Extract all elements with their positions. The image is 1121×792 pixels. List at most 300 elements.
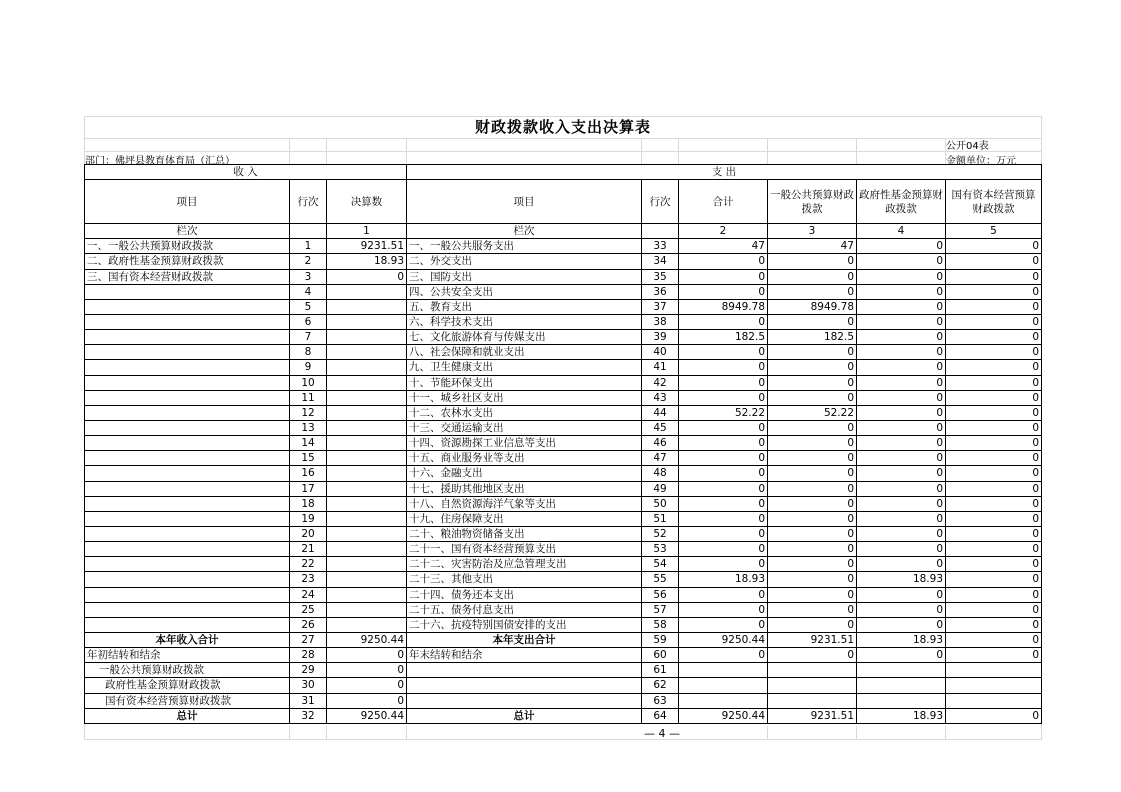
expense-line-cell: 38: [642, 314, 679, 329]
income-amount-cell: [327, 542, 407, 557]
income-line-cell: 11: [290, 390, 327, 405]
gov-fund-cell: 0: [857, 511, 946, 526]
expense-line-cell: 33: [642, 239, 679, 254]
table-row: [85, 602, 1042, 617]
expense-line-cell: 34: [642, 254, 679, 269]
general-budget-header: 一般公共预算财政拨款: [768, 180, 857, 224]
table-row: [85, 330, 1042, 345]
col-number-4: 4: [857, 224, 946, 239]
state-capital-cell: 0: [946, 284, 1042, 299]
state-capital-cell: 0: [946, 405, 1042, 420]
general-budget-cell: 182.5: [768, 330, 857, 345]
expense-total-cell: 0: [679, 542, 768, 557]
general-budget-cell: 0: [768, 314, 857, 329]
table-row: [85, 511, 1042, 526]
general-budget-cell: 9231.51: [768, 632, 857, 647]
income-amount-cell: [327, 314, 407, 329]
expense-item-cell: 二十二、灾害防治及应急管理支出: [407, 557, 642, 572]
general-budget-cell: 0: [768, 420, 857, 435]
income-line-cell: 4: [290, 284, 327, 299]
expense-item-cell: 总计: [407, 708, 642, 723]
general-budget-cell: 0: [768, 557, 857, 572]
gov-fund-cell: 18.93: [857, 632, 946, 647]
expense-item-cell: 十一、城乡社区支出: [407, 390, 642, 405]
state-capital-cell: 0: [946, 557, 1042, 572]
income-amount-cell: 0: [327, 693, 407, 708]
gov-fund-cell: 0: [857, 360, 946, 375]
expense-item-cell: [407, 678, 642, 693]
column-number-row: [85, 224, 1042, 239]
state-capital-cell: 0: [946, 254, 1042, 269]
expense-section-header: 支 出: [407, 165, 1042, 180]
expense-line-cell: 63: [642, 693, 679, 708]
gov-fund-cell: 0: [857, 542, 946, 557]
income-line-cell: 29: [290, 663, 327, 678]
expense-total-cell: 52.22: [679, 405, 768, 420]
income-line-cell: 16: [290, 466, 327, 481]
expense-item-cell: 二十三、其他支出: [407, 572, 642, 587]
general-budget-cell: 0: [768, 390, 857, 405]
income-item-cell: [85, 572, 290, 587]
total-header: 合计: [679, 180, 768, 224]
expense-item-cell: 十四、资源勘探工业信息等支出: [407, 436, 642, 451]
income-amount-cell: 0: [327, 648, 407, 663]
table-row: [85, 663, 1042, 678]
expense-item-cell: 十二、农林水支出: [407, 405, 642, 420]
income-item-cell: [85, 481, 290, 496]
table-row: [85, 390, 1042, 405]
income-line-cell: 1: [290, 239, 327, 254]
expense-total-cell: 9250.44: [679, 632, 768, 647]
state-capital-cell: [946, 663, 1042, 678]
expense-item-cell: 二、外交支出: [407, 254, 642, 269]
report-title: 财政拨款收入支出决算表: [474, 118, 651, 136]
expense-total-cell: 0: [679, 420, 768, 435]
table-row: [85, 572, 1042, 587]
income-amount-cell: 9250.44: [327, 632, 407, 647]
income-amount-cell: [327, 330, 407, 345]
general-budget-cell: 0: [768, 466, 857, 481]
general-budget-cell: 0: [768, 481, 857, 496]
expense-line-cell: 55: [642, 572, 679, 587]
state-capital-cell: 0: [946, 572, 1042, 587]
income-line-cell: 28: [290, 648, 327, 663]
table-row: [85, 632, 1042, 647]
expense-line-cell: 46: [642, 436, 679, 451]
gov-fund-header: 政府性基金预算财政拨款: [857, 180, 946, 224]
income-line-cell: 27: [290, 632, 327, 647]
table-row: [85, 314, 1042, 329]
expense-total-cell: 0: [679, 602, 768, 617]
appropriation-table: [84, 164, 1042, 724]
table-row: [85, 678, 1042, 693]
expense-total-cell: 0: [679, 617, 768, 632]
income-item-cell: [85, 466, 290, 481]
amount-unit-label: 金额单位：万元: [946, 156, 1016, 167]
table-row: [85, 557, 1042, 572]
expense-line-header: 行次: [642, 180, 679, 224]
expense-item-header: 项目: [407, 180, 642, 224]
table-row: [85, 375, 1042, 390]
income-line-cell: 7: [290, 330, 327, 345]
expense-total-cell: 0: [679, 436, 768, 451]
income-amount-cell: [327, 284, 407, 299]
expense-item-cell: 三、国防支出: [407, 269, 642, 284]
income-item-cell: [85, 314, 290, 329]
general-budget-cell: 0: [768, 436, 857, 451]
income-amount-cell: [327, 496, 407, 511]
income-item-cell: [85, 511, 290, 526]
income-line-cell: 13: [290, 420, 327, 435]
income-item-cell: [85, 617, 290, 632]
income-item-cell: [85, 330, 290, 345]
table-row: [85, 526, 1042, 541]
expense-line-cell: 51: [642, 511, 679, 526]
expense-total-cell: 0: [679, 451, 768, 466]
expense-line-cell: 39: [642, 330, 679, 345]
col-number-2: 2: [679, 224, 768, 239]
general-budget-cell: 0: [768, 648, 857, 663]
expense-total-cell: 0: [679, 314, 768, 329]
income-actual-header: 决算数: [327, 180, 407, 224]
expense-total-cell: 0: [679, 284, 768, 299]
expense-item-cell: 二十五、债务付息支出: [407, 602, 642, 617]
expense-item-cell: 十六、金融支出: [407, 466, 642, 481]
income-line-cell: 23: [290, 572, 327, 587]
income-item-cell: [85, 557, 290, 572]
expense-total-cell: [679, 663, 768, 678]
expense-line-cell: 56: [642, 587, 679, 602]
expense-item-cell: [407, 663, 642, 678]
income-amount-cell: [327, 390, 407, 405]
expense-total-cell: 0: [679, 390, 768, 405]
income-item-header: 项目: [85, 180, 290, 224]
state-capital-cell: 0: [946, 420, 1042, 435]
expense-total-cell: 0: [679, 481, 768, 496]
gov-fund-cell: 0: [857, 284, 946, 299]
income-item-cell: [85, 420, 290, 435]
state-capital-cell: 0: [946, 345, 1042, 360]
income-amount-cell: 0: [327, 678, 407, 693]
expense-item-cell: 二十四、债务还本支出: [407, 587, 642, 602]
expense-line-col-number: [642, 224, 679, 239]
income-line-cell: 20: [290, 526, 327, 541]
general-budget-cell: 0: [768, 360, 857, 375]
gov-fund-cell: 18.93: [857, 572, 946, 587]
income-item-cell: [85, 526, 290, 541]
income-item-cell: [85, 451, 290, 466]
state-capital-cell: 0: [946, 648, 1042, 663]
general-budget-cell: 0: [768, 511, 857, 526]
income-amount-cell: [327, 602, 407, 617]
expense-item-cell: 四、公共安全支出: [407, 284, 642, 299]
income-item-cell: 二、政府性基金预算财政拨款: [85, 254, 290, 269]
expense-line-cell: 62: [642, 678, 679, 693]
table-row: [85, 648, 1042, 663]
state-capital-cell: 0: [946, 587, 1042, 602]
income-line-cell: 3: [290, 269, 327, 284]
gov-fund-cell: 0: [857, 420, 946, 435]
gov-fund-cell: 0: [857, 557, 946, 572]
table-row: [85, 466, 1042, 481]
expense-line-cell: 42: [642, 375, 679, 390]
income-line-cell: 30: [290, 678, 327, 693]
expense-total-cell: 0: [679, 511, 768, 526]
expense-item-cell: 五、教育支出: [407, 299, 642, 314]
general-budget-cell: 0: [768, 572, 857, 587]
income-amount-cell: 9231.51: [327, 239, 407, 254]
income-amount-cell: [327, 557, 407, 572]
state-capital-cell: 0: [946, 269, 1042, 284]
general-budget-cell: 0: [768, 254, 857, 269]
income-item-cell: [85, 405, 290, 420]
expense-item-cell: 十八、自然资源海洋气象等支出: [407, 496, 642, 511]
income-amount-cell: [327, 299, 407, 314]
gov-fund-cell: 0: [857, 481, 946, 496]
state-capital-header: 国有资本经营预算财政拨款: [946, 180, 1042, 224]
gov-fund-cell: 0: [857, 299, 946, 314]
expense-line-cell: 40: [642, 345, 679, 360]
income-line-cell: 32: [290, 708, 327, 723]
income-amount-cell: [327, 526, 407, 541]
income-amount-cell: 9250.44: [327, 708, 407, 723]
general-budget-cell: 0: [768, 542, 857, 557]
income-item-cell: 三、国有资本经营财政拨款: [85, 269, 290, 284]
income-item-cell: [85, 345, 290, 360]
state-capital-cell: 0: [946, 617, 1042, 632]
general-budget-cell: 52.22: [768, 405, 857, 420]
income-item-cell: [85, 496, 290, 511]
income-line-cell: 24: [290, 587, 327, 602]
table-row: [85, 360, 1042, 375]
expense-line-cell: 57: [642, 602, 679, 617]
state-capital-cell: 0: [946, 375, 1042, 390]
income-amount-cell: [327, 360, 407, 375]
expense-total-cell: 0: [679, 269, 768, 284]
gov-fund-cell: 0: [857, 436, 946, 451]
col-number-5: 5: [946, 224, 1042, 239]
income-line-cell: 21: [290, 542, 327, 557]
income-amount-cell: [327, 511, 407, 526]
expense-item-cell: 十三、交通运输支出: [407, 420, 642, 435]
state-capital-cell: 0: [946, 436, 1042, 451]
income-col-label: 栏次: [85, 224, 290, 239]
expense-line-cell: 48: [642, 466, 679, 481]
expense-item-cell: 十、节能环保支出: [407, 375, 642, 390]
gov-fund-cell: [857, 693, 946, 708]
gov-fund-cell: 0: [857, 648, 946, 663]
gov-fund-cell: 0: [857, 345, 946, 360]
income-section-header: 收 入: [85, 165, 407, 180]
expense-total-cell: 0: [679, 496, 768, 511]
general-budget-cell: 0: [768, 451, 857, 466]
state-capital-cell: 0: [946, 511, 1042, 526]
gov-fund-cell: 0: [857, 330, 946, 345]
expense-line-cell: 54: [642, 557, 679, 572]
column-header-row: [85, 180, 1042, 224]
income-amount-cell: 0: [327, 663, 407, 678]
income-line-cell: 12: [290, 405, 327, 420]
gov-fund-cell: 0: [857, 496, 946, 511]
income-item-cell: 一般公共预算财政拨款: [85, 663, 290, 678]
expense-line-cell: 41: [642, 360, 679, 375]
income-amount-cell: [327, 572, 407, 587]
income-line-cell: 8: [290, 345, 327, 360]
income-line-cell: 18: [290, 496, 327, 511]
general-budget-cell: 9231.51: [768, 708, 857, 723]
income-amount-cell: [327, 466, 407, 481]
expense-item-cell: 二十一、国有资本经营预算支出: [407, 542, 642, 557]
income-amount-cell: [327, 587, 407, 602]
income-line-cell: 5: [290, 299, 327, 314]
gov-fund-cell: 0: [857, 587, 946, 602]
state-capital-cell: 0: [946, 542, 1042, 557]
expense-total-cell: 0: [679, 254, 768, 269]
income-line-header: 行次: [290, 180, 327, 224]
income-line-cell: 10: [290, 375, 327, 390]
expense-total-cell: 0: [679, 375, 768, 390]
expense-total-cell: [679, 693, 768, 708]
expense-total-cell: 0: [679, 648, 768, 663]
gov-fund-cell: [857, 678, 946, 693]
expense-line-cell: 43: [642, 390, 679, 405]
income-amount-cell: 0: [327, 269, 407, 284]
expense-line-cell: 53: [642, 542, 679, 557]
expense-line-cell: 58: [642, 617, 679, 632]
expense-item-cell: 二十、粮油物资储备支出: [407, 526, 642, 541]
expense-line-cell: 64: [642, 708, 679, 723]
gov-fund-cell: 0: [857, 239, 946, 254]
general-budget-cell: 0: [768, 284, 857, 299]
state-capital-cell: 0: [946, 239, 1042, 254]
income-line-cell: 9: [290, 360, 327, 375]
general-budget-cell: 0: [768, 526, 857, 541]
general-budget-cell: [768, 693, 857, 708]
income-amount-cell: [327, 345, 407, 360]
income-item-cell: 一、一般公共预算财政拨款: [85, 239, 290, 254]
state-capital-cell: 0: [946, 314, 1042, 329]
state-capital-cell: [946, 678, 1042, 693]
expense-line-cell: 60: [642, 648, 679, 663]
expense-col-label: 栏次: [407, 224, 642, 239]
expense-item-cell: 十七、援助其他地区支出: [407, 481, 642, 496]
state-capital-cell: 0: [946, 330, 1042, 345]
income-line-cell: 25: [290, 602, 327, 617]
income-line-cell: 2: [290, 254, 327, 269]
gov-fund-cell: 0: [857, 405, 946, 420]
income-amount-cell: [327, 420, 407, 435]
state-capital-cell: 0: [946, 466, 1042, 481]
general-budget-cell: 0: [768, 269, 857, 284]
general-budget-cell: 47: [768, 239, 857, 254]
income-item-cell: [85, 587, 290, 602]
expense-total-cell: 0: [679, 466, 768, 481]
expense-total-cell: 0: [679, 587, 768, 602]
income-item-cell: [85, 360, 290, 375]
expense-item-cell: [407, 693, 642, 708]
general-budget-cell: [768, 678, 857, 693]
expense-line-cell: 61: [642, 663, 679, 678]
table-row: [85, 239, 1042, 254]
table-row: [85, 254, 1042, 269]
income-amount-cell: [327, 375, 407, 390]
general-budget-cell: [768, 663, 857, 678]
income-item-cell: 总计: [85, 708, 290, 723]
expense-total-cell: 9250.44: [679, 708, 768, 723]
table-row: [85, 269, 1042, 284]
income-amount-cell: [327, 405, 407, 420]
table-row: [85, 405, 1042, 420]
expense-total-cell: [679, 678, 768, 693]
general-budget-cell: 0: [768, 617, 857, 632]
expense-item-cell: 十五、商业服务业等支出: [407, 451, 642, 466]
table-row: [85, 299, 1042, 314]
general-budget-cell: 0: [768, 345, 857, 360]
income-amount-cell: 18.93: [327, 254, 407, 269]
income-line-cell: 26: [290, 617, 327, 632]
gov-fund-cell: 0: [857, 602, 946, 617]
expense-item-cell: 一、一般公共服务支出: [407, 239, 642, 254]
income-item-cell: [85, 375, 290, 390]
expense-line-cell: 49: [642, 481, 679, 496]
expense-total-cell: 0: [679, 526, 768, 541]
expense-line-cell: 45: [642, 420, 679, 435]
income-line-cell: 19: [290, 511, 327, 526]
income-item-cell: [85, 390, 290, 405]
table-row: [85, 496, 1042, 511]
income-item-cell: [85, 602, 290, 617]
expense-line-cell: 37: [642, 299, 679, 314]
income-amount-cell: [327, 451, 407, 466]
table-row: [85, 481, 1042, 496]
col-number-1: 1: [327, 224, 407, 239]
expense-item-cell: 本年支出合计: [407, 632, 642, 647]
table-row: [85, 587, 1042, 602]
expense-total-cell: 18.93: [679, 572, 768, 587]
expense-line-cell: 59: [642, 632, 679, 647]
expense-item-cell: 十九、住房保障支出: [407, 511, 642, 526]
income-line-cell: 22: [290, 557, 327, 572]
expense-item-cell: 七、文化旅游体育与传媒支出: [407, 330, 642, 345]
gov-fund-cell: 0: [857, 617, 946, 632]
income-amount-cell: [327, 436, 407, 451]
table-row: [85, 693, 1042, 708]
general-budget-cell: 8949.78: [768, 299, 857, 314]
gov-fund-cell: 0: [857, 390, 946, 405]
section-header-row: [85, 165, 1042, 180]
table-row: [85, 542, 1042, 557]
expense-line-cell: 36: [642, 284, 679, 299]
state-capital-cell: 0: [946, 708, 1042, 723]
table-row: [85, 617, 1042, 632]
expense-total-cell: 0: [679, 360, 768, 375]
general-budget-cell: 0: [768, 496, 857, 511]
expense-total-cell: 8949.78: [679, 299, 768, 314]
expense-total-cell: 47: [679, 239, 768, 254]
gov-fund-cell: 0: [857, 314, 946, 329]
income-item-cell: [85, 542, 290, 557]
col-number-3: 3: [768, 224, 857, 239]
general-budget-cell: 0: [768, 587, 857, 602]
state-capital-cell: 0: [946, 390, 1042, 405]
gov-fund-cell: [857, 663, 946, 678]
income-amount-cell: [327, 481, 407, 496]
income-line-cell: 6: [290, 314, 327, 329]
state-capital-cell: 0: [946, 299, 1042, 314]
state-capital-cell: 0: [946, 360, 1042, 375]
table-row: [85, 708, 1042, 723]
state-capital-cell: 0: [946, 526, 1042, 541]
